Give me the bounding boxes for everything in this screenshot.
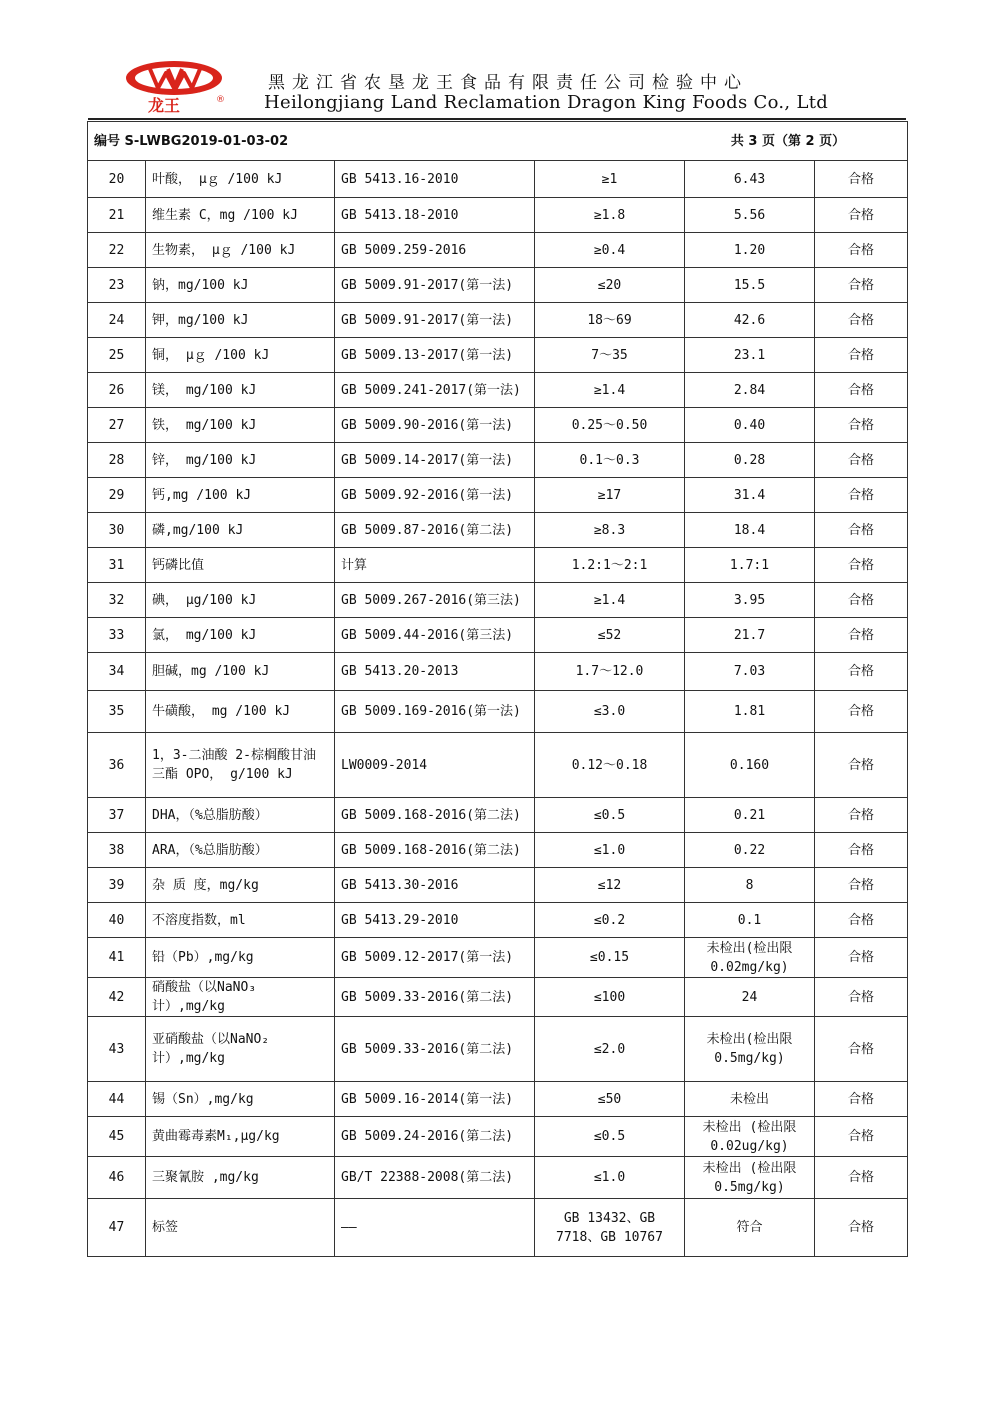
standard-requirement: ≥1.8	[535, 198, 685, 233]
test-method: 计算	[335, 548, 535, 583]
test-item: 锡（Sn）,mg/kg	[146, 1082, 335, 1117]
row-number: 40	[88, 903, 146, 938]
test-method: GB 5009.91-2017(第一法)	[335, 268, 535, 303]
test-method: GB 5413.20-2013	[335, 653, 535, 691]
test-item: 铁， mg/100 kJ	[146, 408, 335, 443]
test-result: 31.4	[685, 478, 815, 513]
test-method: GB 5009.259-2016	[335, 233, 535, 268]
test-method: GB 5009.92-2016(第一法)	[335, 478, 535, 513]
test-result: 1.20	[685, 233, 815, 268]
row-number: 22	[88, 233, 146, 268]
table-row	[88, 233, 908, 268]
table-row	[88, 833, 908, 868]
standard-requirement: 0.1～0.3	[535, 443, 685, 478]
test-result: 21.7	[685, 618, 815, 653]
verdict: 合格	[815, 408, 908, 443]
row-number: 47	[88, 1199, 146, 1257]
test-item: 钙磷比值	[146, 548, 335, 583]
test-item: 磷,mg/100 kJ	[146, 513, 335, 548]
row-number: 37	[88, 798, 146, 833]
verdict: 合格	[815, 653, 908, 691]
standard-requirement: ≤3.0	[535, 691, 685, 733]
standard-requirement: ≥8.3	[535, 513, 685, 548]
test-method: GB 5009.24-2016(第二法)	[335, 1117, 535, 1157]
test-item: ARA，（%总脂肪酸）	[146, 833, 335, 868]
standard-requirement: ≤0.2	[535, 903, 685, 938]
table-row	[88, 198, 908, 233]
test-item: 牛磺酸， mg /100 kJ	[146, 691, 335, 733]
verdict: 合格	[815, 1117, 908, 1157]
test-method: GB 5009.90-2016(第一法)	[335, 408, 535, 443]
test-item: 硝酸盐（以NaNO₃计）,mg/kg	[146, 978, 335, 1017]
test-item: 碘， μg/100 kJ	[146, 583, 335, 618]
table-row	[88, 548, 908, 583]
test-item: 胆碱，mg /100 kJ	[146, 653, 335, 691]
test-result: 6.43	[685, 161, 815, 198]
verdict: 合格	[815, 691, 908, 733]
row-number: 41	[88, 938, 146, 978]
test-results-table	[87, 121, 908, 1257]
row-number: 27	[88, 408, 146, 443]
test-method: GB 5413.30-2016	[335, 868, 535, 903]
test-method: GB 5009.241-2017(第一法)	[335, 373, 535, 408]
table-row	[88, 653, 908, 691]
company-name-cn: 黑龙江省农垦龙王食品有限责任公司检验中心	[268, 73, 748, 93]
test-item: 黄曲霉毒素M₁,μg/kg	[146, 1117, 335, 1157]
test-result: 1.7:1	[685, 548, 815, 583]
company-name-en: Heilongjiang Land Reclamation Dragon King Foods Co., Ltd	[264, 92, 829, 113]
standard-requirement: ≥1.4	[535, 583, 685, 618]
verdict: 合格	[815, 618, 908, 653]
standard-requirement: 7～35	[535, 338, 685, 373]
standard-requirement: ≤1.0	[535, 1157, 685, 1199]
test-item: 镁， mg/100 kJ	[146, 373, 335, 408]
verdict: 合格	[815, 233, 908, 268]
row-number: 33	[88, 618, 146, 653]
test-result: 0.22	[685, 833, 815, 868]
row-number: 45	[88, 1117, 146, 1157]
test-method: GB/T 22388-2008(第二法)	[335, 1157, 535, 1199]
report-number: 编号 S-LWBG2019-01-03-02	[94, 133, 289, 149]
table-row	[88, 1082, 908, 1117]
test-method: LW0009-2014	[335, 733, 535, 798]
test-item: 1，3-二油酸 2-棕榈酸甘油三酯 OPO， g/100 kJ	[146, 733, 335, 798]
row-number: 20	[88, 161, 146, 198]
table-row	[88, 513, 908, 548]
row-number: 35	[88, 691, 146, 733]
verdict: 合格	[815, 1017, 908, 1082]
verdict: 合格	[815, 978, 908, 1017]
registered-mark: ®	[216, 95, 225, 105]
table-row	[88, 618, 908, 653]
test-method: GB 5009.16-2014(第一法)	[335, 1082, 535, 1117]
standard-requirement: ≥17	[535, 478, 685, 513]
table-row	[88, 338, 908, 373]
verdict: 合格	[815, 1082, 908, 1117]
test-item: 锌， mg/100 kJ	[146, 443, 335, 478]
verdict: 合格	[815, 373, 908, 408]
test-method: GB 5009.12-2017(第一法)	[335, 938, 535, 978]
test-item: 标签	[146, 1199, 335, 1257]
test-result: 0.40	[685, 408, 815, 443]
test-result: 未检出 (检出限 0.02ug/kg)	[685, 1117, 815, 1157]
standard-requirement: ≥1.4	[535, 373, 685, 408]
verdict: 合格	[815, 198, 908, 233]
row-number: 31	[88, 548, 146, 583]
test-result: 未检出	[685, 1082, 815, 1117]
test-result: 2.84	[685, 373, 815, 408]
test-result: 42.6	[685, 303, 815, 338]
standard-requirement: ≤20	[535, 268, 685, 303]
table-row	[88, 1017, 908, 1082]
test-method: GB 5009.168-2016(第二法)	[335, 833, 535, 868]
row-number: 25	[88, 338, 146, 373]
table-row	[88, 1117, 908, 1157]
test-item: 氯， mg/100 kJ	[146, 618, 335, 653]
test-result: 0.1	[685, 903, 815, 938]
standard-requirement: 0.25～0.50	[535, 408, 685, 443]
verdict: 合格	[815, 798, 908, 833]
verdict: 合格	[815, 478, 908, 513]
report-meta	[88, 122, 908, 161]
header-divider	[88, 118, 906, 120]
standard-requirement: ≤1.0	[535, 833, 685, 868]
test-result: 23.1	[685, 338, 815, 373]
standard-requirement: ≤50	[535, 1082, 685, 1117]
table-row	[88, 303, 908, 338]
verdict: 合格	[815, 903, 908, 938]
verdict: 合格	[815, 161, 908, 198]
report-meta-row	[88, 122, 908, 161]
test-method: GB 5009.33-2016(第二法)	[335, 978, 535, 1017]
standard-requirement: ≤0.15	[535, 938, 685, 978]
verdict: 合格	[815, 1199, 908, 1257]
standard-requirement: 0.12～0.18	[535, 733, 685, 798]
row-number: 26	[88, 373, 146, 408]
row-number: 32	[88, 583, 146, 618]
standard-requirement: GB 13432、GB 7718、GB 10767	[535, 1199, 685, 1257]
row-number: 44	[88, 1082, 146, 1117]
table-row	[88, 268, 908, 303]
test-item: 叶酸， μｇ /100 kJ	[146, 161, 335, 198]
verdict: 合格	[815, 733, 908, 798]
standard-requirement: ≤12	[535, 868, 685, 903]
verdict: 合格	[815, 338, 908, 373]
test-item: 三聚氰胺 ,mg/kg	[146, 1157, 335, 1199]
test-method: GB 5009.91-2017(第一法)	[335, 303, 535, 338]
test-result: 15.5	[685, 268, 815, 303]
standard-requirement: ≥1	[535, 161, 685, 198]
verdict: 合格	[815, 583, 908, 618]
test-method: GB 5009.33-2016(第二法)	[335, 1017, 535, 1082]
test-item: DHA，（%总脂肪酸）	[146, 798, 335, 833]
test-item: 生物素， μｇ /100 kJ	[146, 233, 335, 268]
table-row	[88, 583, 908, 618]
test-method: GB 5009.13-2017(第一法)	[335, 338, 535, 373]
table-row	[88, 978, 908, 1017]
test-item: 钙,mg /100 kJ	[146, 478, 335, 513]
table-row	[88, 868, 908, 903]
test-method: GB 5413.18-2010	[335, 198, 535, 233]
standard-requirement: 1.7～12.0	[535, 653, 685, 691]
test-item: 维生素 C，mg /100 kJ	[146, 198, 335, 233]
test-item: 铜， μｇ /100 kJ	[146, 338, 335, 373]
standard-requirement: ≤2.0	[535, 1017, 685, 1082]
verdict: 合格	[815, 303, 908, 338]
table-row	[88, 373, 908, 408]
standard-requirement: ≤100	[535, 978, 685, 1017]
standard-requirement: ≤52	[535, 618, 685, 653]
verdict: 合格	[815, 1157, 908, 1199]
standard-requirement: ≥0.4	[535, 233, 685, 268]
table-row	[88, 691, 908, 733]
test-result: 24	[685, 978, 815, 1017]
verdict: 合格	[815, 513, 908, 548]
logo-text: 龙王	[148, 96, 181, 114]
test-result: 8	[685, 868, 815, 903]
test-result: 未检出(检出限 0.5mg/kg)	[685, 1017, 815, 1082]
test-result: 5.56	[685, 198, 815, 233]
test-item: 不溶度指数，ml	[146, 903, 335, 938]
table-row	[88, 733, 908, 798]
standard-requirement: 18～69	[535, 303, 685, 338]
company-logo	[120, 58, 228, 114]
table-row	[88, 478, 908, 513]
table-row	[88, 1157, 908, 1199]
row-number: 42	[88, 978, 146, 1017]
test-result: 未检出 (检出限 0.5mg/kg)	[685, 1157, 815, 1199]
table-row	[88, 443, 908, 478]
row-number: 23	[88, 268, 146, 303]
table-row	[88, 903, 908, 938]
verdict: 合格	[815, 833, 908, 868]
test-result: 3.95	[685, 583, 815, 618]
row-number: 36	[88, 733, 146, 798]
test-method: GB 5009.87-2016(第二法)	[335, 513, 535, 548]
page-info: 共 3 页（第 2 页）	[730, 133, 846, 149]
row-number: 29	[88, 478, 146, 513]
table-row	[88, 798, 908, 833]
test-item: 钾，mg/100 kJ	[146, 303, 335, 338]
row-number: 43	[88, 1017, 146, 1082]
row-number: 30	[88, 513, 146, 548]
test-result: 0.21	[685, 798, 815, 833]
standard-requirement: 1.2:1～2:1	[535, 548, 685, 583]
row-number: 46	[88, 1157, 146, 1199]
test-method: GB 5009.169-2016(第一法)	[335, 691, 535, 733]
test-result: 1.81	[685, 691, 815, 733]
row-number: 38	[88, 833, 146, 868]
test-method: GB 5009.168-2016(第二法)	[335, 798, 535, 833]
verdict: 合格	[815, 548, 908, 583]
row-number: 21	[88, 198, 146, 233]
standard-requirement: ≤0.5	[535, 1117, 685, 1157]
verdict: 合格	[815, 938, 908, 978]
test-method: GB 5413.29-2010	[335, 903, 535, 938]
test-result: 符合	[685, 1199, 815, 1257]
test-result: 7.03	[685, 653, 815, 691]
test-method: GB 5009.44-2016(第三法)	[335, 618, 535, 653]
row-number: 28	[88, 443, 146, 478]
test-method: GB 5009.14-2017(第一法)	[335, 443, 535, 478]
test-item: 铅（Pb）,mg/kg	[146, 938, 335, 978]
test-result: 未检出(检出限 0.02mg/kg)	[685, 938, 815, 978]
verdict: 合格	[815, 443, 908, 478]
test-method: GB 5413.16-2010	[335, 161, 535, 198]
test-method: ——	[335, 1199, 535, 1257]
test-item: 钠，mg/100 kJ	[146, 268, 335, 303]
table-row	[88, 161, 908, 198]
test-item: 杂 质 度，mg/kg	[146, 868, 335, 903]
table-row	[88, 938, 908, 978]
table-row	[88, 408, 908, 443]
test-item: 亚硝酸盐（以NaNO₂ 计）,mg/kg	[146, 1017, 335, 1082]
test-result: 0.28	[685, 443, 815, 478]
row-number: 24	[88, 303, 146, 338]
test-method: GB 5009.267-2016(第三法)	[335, 583, 535, 618]
row-number: 34	[88, 653, 146, 691]
test-result: 18.4	[685, 513, 815, 548]
verdict: 合格	[815, 868, 908, 903]
report-header	[120, 58, 900, 118]
standard-requirement: ≤0.5	[535, 798, 685, 833]
row-number: 39	[88, 868, 146, 903]
table-row	[88, 1199, 908, 1257]
verdict: 合格	[815, 268, 908, 303]
test-result: 0.160	[685, 733, 815, 798]
